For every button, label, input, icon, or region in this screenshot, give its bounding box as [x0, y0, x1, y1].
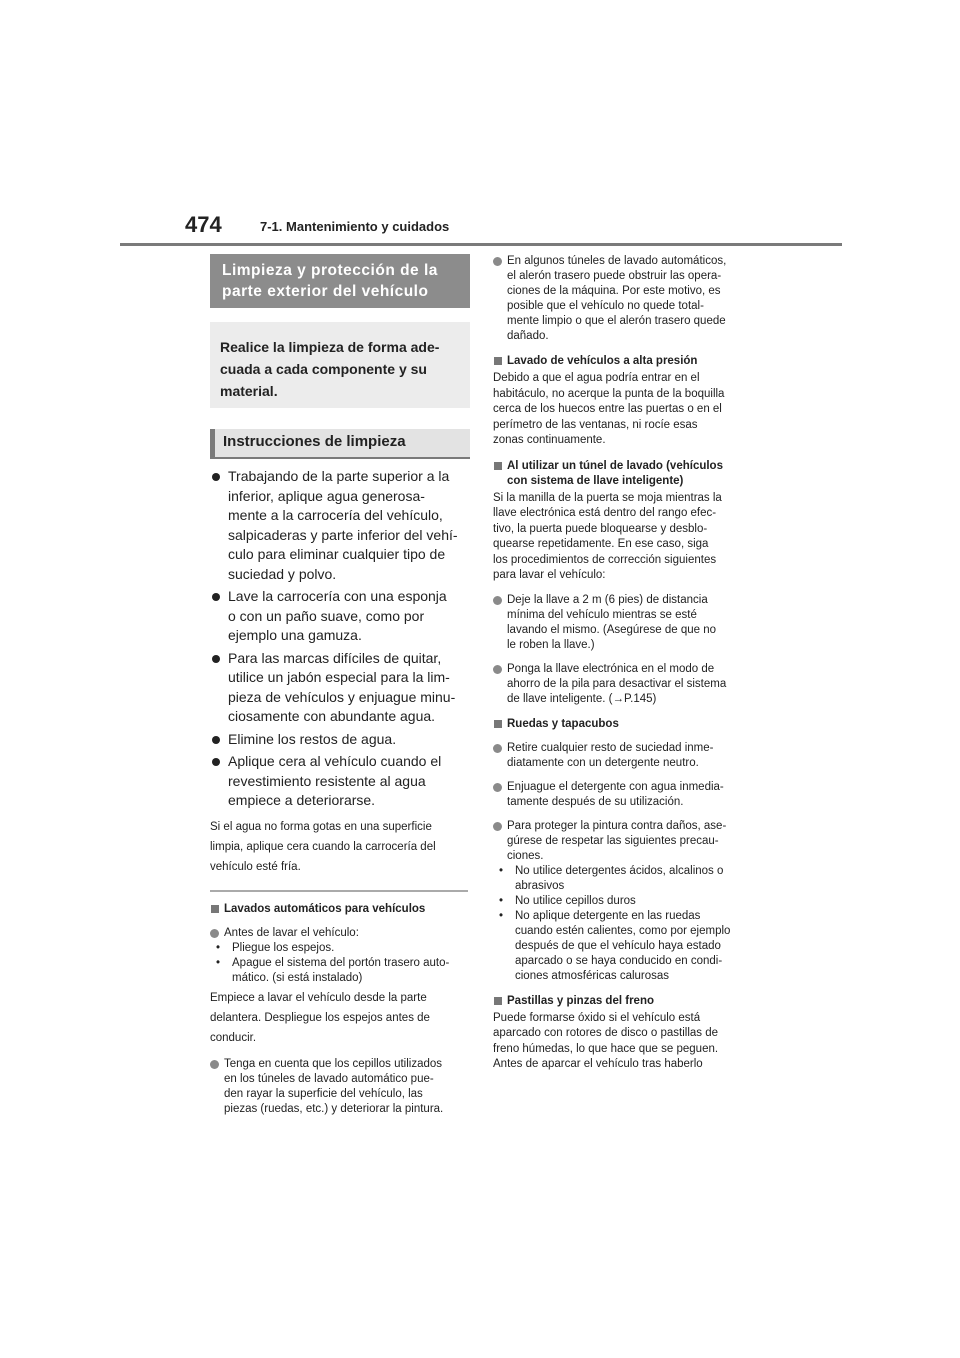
brakes-body: Puede formarse óxido si el vehículo está aparcado con rotores de disco o pastillas de freno húmedas, lo que hace que se peguen. Antes de aparcar el vehículo tras haberlo: [493, 1011, 719, 1070]
divider: [210, 890, 468, 892]
list-item: Trabajando de la parte superior a la inferior, aplique agua generosa- mente a la carrocería del vehículo, salpicaderas y parte inferior del vehí- culo para eliminar cualquier tipo de suciedad y polvo.: [210, 467, 470, 584]
sub-list-item: • Pliegue los espejos.: [216, 941, 335, 954]
bullet-icon: [212, 655, 220, 663]
page-number: 474: [185, 212, 222, 237]
high-pressure-body: Debido a que el agua podría entrar en el habitáculo, no acerque la punta de la boquilla cerca de los huecos entre las puertas o en el perímetro de las ventanas, ni rocíe esas zonas continuamente.: [493, 372, 725, 446]
square-bullet-icon: [211, 905, 219, 913]
cleaning-instructions-list: [210, 467, 470, 811]
header-rule: [120, 243, 842, 246]
list-item: Antes de lavar el vehículo:: [210, 926, 470, 941]
auto-wash-body: Empiece a lavar el vehículo desde la parte delantera. Despliegue los espejos antes de conducir.: [210, 991, 430, 1044]
smart-key-body: Si la manilla de la puerta se moja mientras la llave electrónica está dentro del rango efec- tivo, la puerta puede bloquearse y desblo- quearse repetidamente. En ese caso, siga los procedimientos de corrección siguientes para lavar el vehículo:: [493, 491, 722, 581]
list-item: Retire cualquier resto de suciedad inme- diatamente con un detergente neutro.: [493, 741, 755, 771]
square-bullet-icon: [494, 997, 502, 1005]
circle-bullet-icon: [493, 665, 502, 674]
wheels-heading: Ruedas y tapacubos: [493, 717, 755, 732]
circle-bullet-icon: [493, 822, 502, 831]
bullet-icon: [212, 593, 220, 601]
square-bullet-icon: [494, 720, 502, 728]
list-item: Lave la carrocería con una esponja o con un paño suave, como por ejemplo una gamuza.: [210, 587, 470, 646]
sub-list-item: • No utilice cepillos duros: [499, 894, 636, 907]
list-item: Aplique cera al vehículo cuando el revestimiento resistente al agua empiece a deteriorarse.: [210, 752, 470, 811]
right-column: [493, 254, 755, 1073]
auto-wash-heading: Lavados automáticos para vehículos: [210, 902, 470, 917]
list-item: Deje la llave a 2 m (6 pies) de distancia mínima del vehículo mientras se esté lavando el mismo. (Asegúrese de que no le roben la llave.): [493, 593, 755, 653]
high-pressure-heading: Lavado de vehículos a alta presión: [493, 354, 755, 369]
chapter-title: 7-1. Mantenimiento y cuidados: [260, 219, 450, 234]
wax-note: Si el agua no forma gotas en una superficie limpia, aplique cera cuando la carrocería del vehículo esté fría.: [210, 820, 436, 873]
left-column: [210, 254, 470, 1117]
bullet-icon: [212, 736, 220, 744]
circle-bullet-icon: [493, 744, 502, 753]
section-intro: Realice la limpieza de forma ade- cuada a cada componente y su material.: [210, 322, 470, 408]
list-item: Enjuague el detergente con agua inmedia- tamente después de su utilización.: [493, 780, 755, 810]
square-bullet-icon: [494, 357, 502, 365]
list-item: Para proteger la pintura contra daños, ase- gúrese de respetar las siguientes precau- ciones.: [493, 819, 755, 864]
circle-bullet-icon: [210, 929, 219, 938]
brakes-heading: Pastillas y pinzas del freno: [493, 994, 755, 1009]
circle-bullet-icon: [210, 1060, 219, 1069]
sub-list-item: • No aplique detergente en las ruedas cuando estén calientes, como por ejemplo después de que el vehículo haya estado aparcado o se haya conducido en condi- ciones atmosféricas calurosas: [499, 909, 731, 982]
bullet-icon: [212, 758, 220, 766]
circle-bullet-icon: [493, 596, 502, 605]
list-item: En algunos túneles de lavado automáticos, el alerón trasero puede obstruir las opera- ciones de la máquina. Por este motivo, es posible que el vehículo no quede total- mente limpio o que el alerón trasero quede dañado.: [493, 254, 755, 344]
page-reference[interactable]: de llave inteligente. (→P.145): [507, 692, 657, 705]
list-item: Tenga en cuenta que los cepillos utilizados en los túneles de lavado automático pue- den rayar la superficie del vehículo, las piezas (ruedas, etc.) y deteriorar la pintura.: [210, 1057, 470, 1117]
square-bullet-icon: [494, 462, 502, 470]
list-item: Para las marcas difíciles de quitar, utilice un jabón especial para la lim- pieza de vehículos y enjuague minu- ciosamente con abundante agua.: [210, 649, 470, 727]
circle-bullet-icon: [493, 783, 502, 792]
sub-list-item: • No utilice detergentes ácidos, alcalinos o abrasivos: [499, 864, 724, 892]
list-item: Ponga la llave electrónica en el modo de ahorro de la pila para desactivar el sistema de llave inteligente. (→P.145): [493, 662, 755, 707]
list-item: Elimine los restos de agua.: [210, 730, 470, 750]
section-title: Limpieza y protección de la parte exterior del vehículo: [210, 254, 470, 308]
circle-bullet-icon: [493, 257, 502, 266]
bullet-icon: [212, 473, 220, 481]
smart-key-heading: Al utilizar un túnel de lavado (vehículos con sistema de llave inteligente): [493, 459, 755, 489]
subsection-title: Instrucciones de limpieza: [210, 429, 470, 459]
sub-list-item: • Apague el sistema del portón trasero auto- mático. (si está instalado): [216, 956, 450, 984]
